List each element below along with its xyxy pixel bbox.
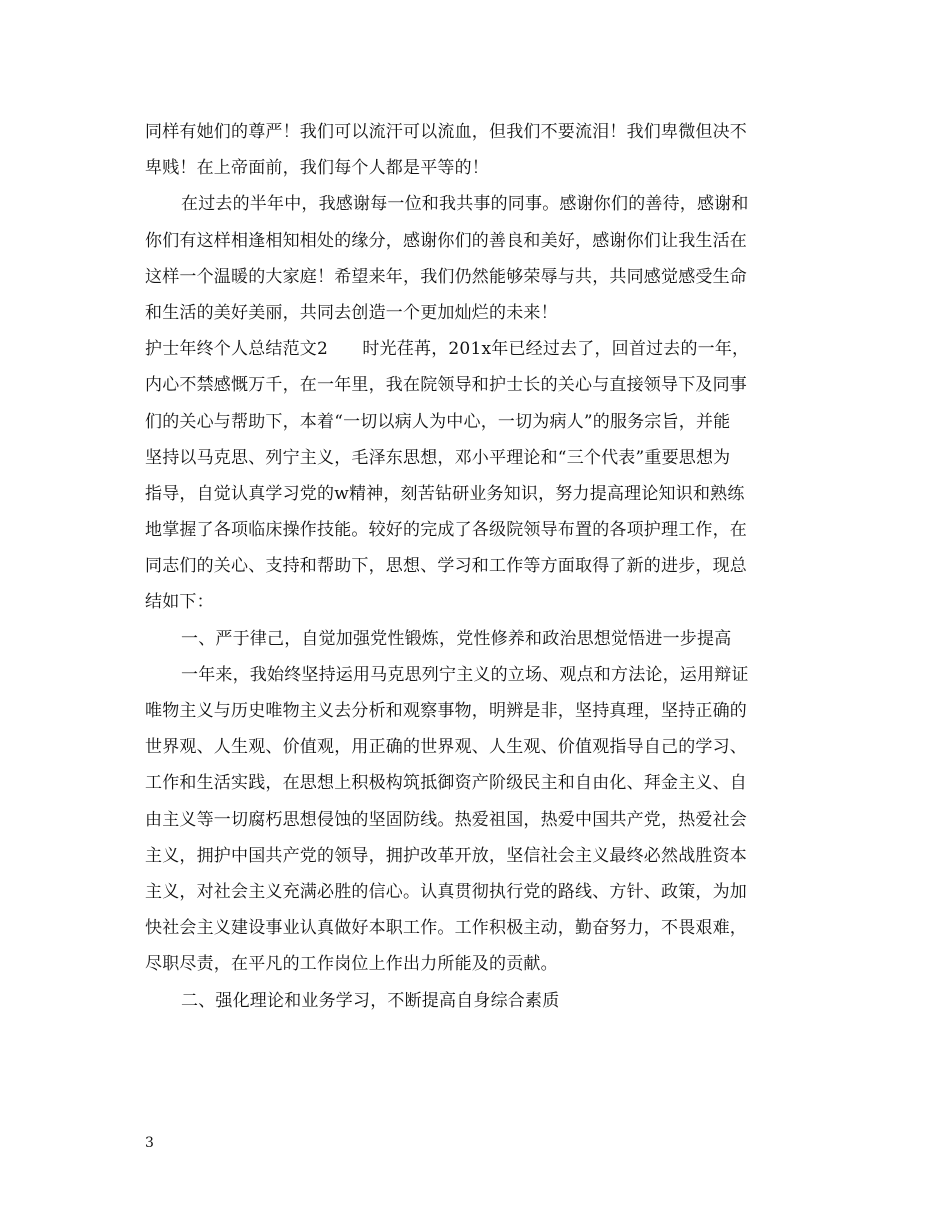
text-line: 们的关心与帮助下，本着“一切以病人为中心，一切为病人”的服务宗旨，并能 <box>145 411 731 432</box>
text-line: 地掌握了各项临床操作技能。较好的完成了各级院领导布置的各项护理工作，在 <box>145 520 747 541</box>
subheading-line: 一、严于律己，自觉加强党性锻炼，党性修养和政治思想觉悟进一步提高 <box>181 628 732 649</box>
section-heading-line: 护士年终个人总结范文2 时光荏苒，201x年已经过去了，回首过去的一年， <box>145 339 750 360</box>
text-line: 同样有她们的尊严！我们可以流汗可以流血，但我们不要流泪！我们卑微但决不 <box>145 122 747 142</box>
subheading-line: 二、强化理论和业务学习，不断提高自身综合素质 <box>181 990 560 1011</box>
text-line: 卑贱！在上帝面前，我们每个人都是平等的！ <box>145 158 489 179</box>
text-line: 尽职尽责，在平凡的工作岗位上作出力所能及的贡献。 <box>145 954 558 975</box>
text-line: 结如下： <box>145 592 214 613</box>
text-line: 坚持以马克思、列宁主义，毛泽东思想，邓小平理论和“三个代表”重要思想为 <box>145 447 731 468</box>
text-line: 指导，自觉认真学习党的w精神，刻苦钻研业务知识，努力提高理论知识和熟练 <box>145 483 745 504</box>
text-line: 快社会主义建设事业认真做好本职工作。工作积极主动，勤奋努力，不畏艰难， <box>145 918 747 939</box>
text-line: 这样一个温暖的大家庭！希望来年，我们仍然能够荣辱与共，共同感觉感受生命 <box>145 266 747 287</box>
text-line: 工作和生活实践，在思想上积极构筑抵御资产阶级民主和自由化、拜金主义、自 <box>145 773 747 794</box>
text-line: 唯物主义与历史唯物主义去分析和观察事物，明辨是非，坚持真理，坚持正确的 <box>145 701 747 721</box>
text-line: 和生活的美好美丽，共同去创造一个更加灿烂的未来！ <box>145 302 558 323</box>
document-body <box>145 114 805 1019</box>
text-line: 内心不禁感慨万千，在一年里，我在院领导和护士长的关心与直接领导下及同事 <box>145 375 747 396</box>
text-line: 主义，对社会主义充满必胜的信心。认真贯彻执行党的路线、方针、政策，为加 <box>145 881 747 902</box>
text-line: 同志们的关心、支持和帮助下，思想、学习和工作等方面取得了新的进步，现总 <box>145 556 747 577</box>
text-line: 主义，拥护中国共产党的领导，拥护改革开放，坚信社会主义最终必然战胜资本 <box>145 845 747 866</box>
text-line: 在过去的半年中，我感谢每一位和我共事的同事。感谢你们的善待，感谢和 <box>181 194 749 215</box>
text-line: 你们有这样相逢相知相处的缘分，感谢你们的善良和美好，感谢你们让我生活在 <box>145 230 747 251</box>
text-line: 一年来，我始终坚持运用马克思列宁主义的立场、观点和方法论，运用辩证 <box>181 664 749 685</box>
text-line: 由主义等一切腐朽思想侵蚀的坚固防线。热爱祖国，热爱中国共产党，热爱社会 <box>145 809 747 830</box>
page-number: 3 <box>145 1135 154 1151</box>
text-line: 世界观、人生观、价值观，用正确的世界观、人生观、价值观指导自己的学习、 <box>145 737 747 758</box>
